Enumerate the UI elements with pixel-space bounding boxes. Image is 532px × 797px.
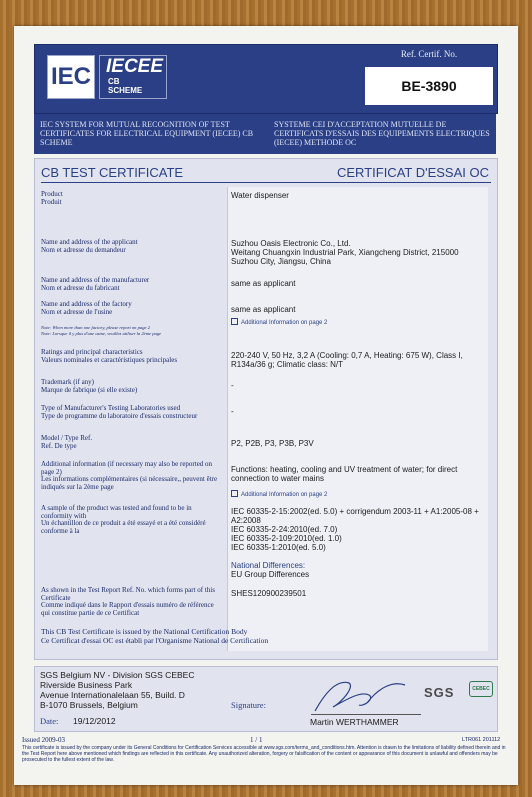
field-label-conformity: A sample of the product was tested and found to be in conformity with Un échantillon de ce produit a été essayé et a été considéré conforme à la xyxy=(41,504,206,535)
scheme-name-en: IEC SYSTEM FOR MUTUAL RECOGNITION OF TEST CERTIFICATES FOR ELECTRICAL EQUIPMENT (IECEE) CB SCHEME xyxy=(40,120,254,147)
cb-logo-text: CB xyxy=(108,77,120,86)
handwritten-signature xyxy=(297,673,417,717)
ref-certif-number: BE-3890 xyxy=(365,67,493,105)
field-label-model: Model / Type Ref. Ref. De type xyxy=(41,434,93,450)
issuer-address: SGS Belgium NV - Division SGS CEBEC Riverside Business Park Avenue Internationalelaan 55, Build. D B-1070 Brussels, Belgium xyxy=(40,670,195,710)
field-value-applicant: Suzhou Oasis Electronic Co., Ltd. Weitang Chuangxin Industrial Park, Xiangcheng District, 215000 Suzhou City, Jiangsu, China xyxy=(231,239,459,266)
field-value-additional-info: Functions: heating, cooling and UV treatment of water; for direct connection to water mains xyxy=(231,465,458,483)
field-value-manufacturer: same as applicant xyxy=(231,279,296,288)
checkbox-icon xyxy=(231,490,238,497)
field-label-test-report: As shown in the Test Report Ref. No. which forms part of this Certificate Comme indiqué dans le Rapport d'essais numéro de référence qui constitue partie de ce Certificat xyxy=(41,586,215,617)
signature-line xyxy=(311,714,421,715)
signer-name: Martin WERTHAMMER xyxy=(310,717,399,727)
title-divider xyxy=(41,182,491,183)
field-label-testing-labs: Type of Manufacturer's Testing Laboratories used Type de programme du laboratoire d'essais constructeur xyxy=(41,404,198,420)
certificate-body xyxy=(34,158,498,660)
certificate-title-en: CB TEST CERTIFICATE xyxy=(41,165,184,180)
field-value-model: P2, P2B, P3, P3B, P3V xyxy=(231,439,314,448)
field-label-applicant: Name and address of the applicant Nom et adresse du demandeur xyxy=(41,238,138,254)
iec-logo: IEC xyxy=(47,55,95,99)
field-value-standards: IEC 60335-2-15:2002(ed. 5.0) + corrigendum 2003-11 + A1:2005-08 + A2:2008 IEC 60335-2-24:2010(ed. 7.0) IEC 60335-2-109:2010(ed. 1.0) IEC 60335-1:2010(ed. 5.0) xyxy=(231,507,479,552)
scheme-banner xyxy=(34,114,496,154)
field-label-manufacturer: Name and address of the manufacturer Nom et adresse du fabricant xyxy=(41,276,150,292)
field-label-factory: Name and address of the factory Nom et adresse de l'usine xyxy=(41,300,132,316)
field-value-trademark: - xyxy=(231,381,234,390)
form-issued-date: Issued 2009-03 xyxy=(22,736,65,744)
field-value-ratings: 220-240 V, 50 Hz, 3,2 A (Cooling: 0,7 A, Heating: 675 W), Class I, R134a/36 g; Climatic class: N/T xyxy=(231,351,463,369)
certificate-page xyxy=(14,26,518,785)
iecee-logo-text: IECEE xyxy=(106,56,164,77)
ref-certif-label: Ref. Certif. No. xyxy=(400,49,458,59)
certificate-header xyxy=(34,44,498,114)
form-code: LTR061 201112 xyxy=(462,737,501,743)
national-differences-label: National Differences: xyxy=(231,561,306,570)
sgs-logo: SGS xyxy=(424,685,455,700)
scheme-name-fr: SYSTEME CEI D'ACCEPTATION MUTUELLE DE CERTIFICATS D'ESSAIS DES EQUIPEMENTS ELECTRIQUES (IECEE) METHODE OC xyxy=(274,120,490,147)
field-label-ratings: Ratings and principal characteristics Valeurs nominales et caractéristiques principales xyxy=(41,348,178,364)
field-label-additional-info: Additional information (if necessary may also be reported on page 2) Les informations complémentaires (si nécessaire,, peuvent être indiqués sur la 2ème page xyxy=(41,460,218,491)
date-value: 19/12/2012 xyxy=(73,716,116,726)
cebec-logo: CEBEC xyxy=(469,681,493,697)
certificate-title-fr: CERTIFICAT D'ESSAI OC xyxy=(336,165,489,180)
field-label-trademark: Trademark (if any) Marque de fabrique (si elle existe) xyxy=(41,378,138,394)
scheme-logo-text: SCHEME xyxy=(108,86,143,95)
additional-info-link[interactable]: Additional Information on page 2 xyxy=(231,490,327,498)
field-value-product: Water dispenser xyxy=(231,191,289,200)
iecee-cb-scheme-logo xyxy=(99,55,167,99)
factory-note: Note: When more than one factory, please report on page 2 Note: Lorsque il y plus d'une usine, veuillez utiliser la 2ème page xyxy=(41,325,162,336)
page-number: 1 / 1 xyxy=(250,736,263,744)
signature-label: Signature: xyxy=(231,700,266,710)
field-value-testing-labs: - xyxy=(231,407,234,416)
national-differences-value: EU Group Differences xyxy=(231,570,310,579)
issued-by-statement: This CB Test Certificate is issued by the National Certification Body Ce Certificat d'essai OC est établi par l'Organisme National de Certification xyxy=(41,627,269,645)
field-value-factory: same as applicant xyxy=(231,305,296,314)
field-value-test-report: SHES120900239501 xyxy=(231,589,307,598)
checkbox-icon xyxy=(231,318,238,325)
legal-disclaimer: This certificate is issued by the company under its General Conditions for Certification Services accessible at www.sgs.com/terms_and_conditions.htm. Attention is drawn to the limitations of liability defined therein and in the Test Report here above mentioned which findings are reflected in this certificate. Any unauthorized alteration, forgery or falsification of the content or appearance of this document is unlawful and offenders may be prosecuted to the fullest extent of the law. xyxy=(22,745,506,763)
date-label: Date: xyxy=(40,716,59,726)
field-label-product: Product Produit xyxy=(41,190,63,206)
factory-additional-info[interactable]: Additional Information on page 2 xyxy=(231,318,327,326)
issuer-panel xyxy=(34,666,498,732)
